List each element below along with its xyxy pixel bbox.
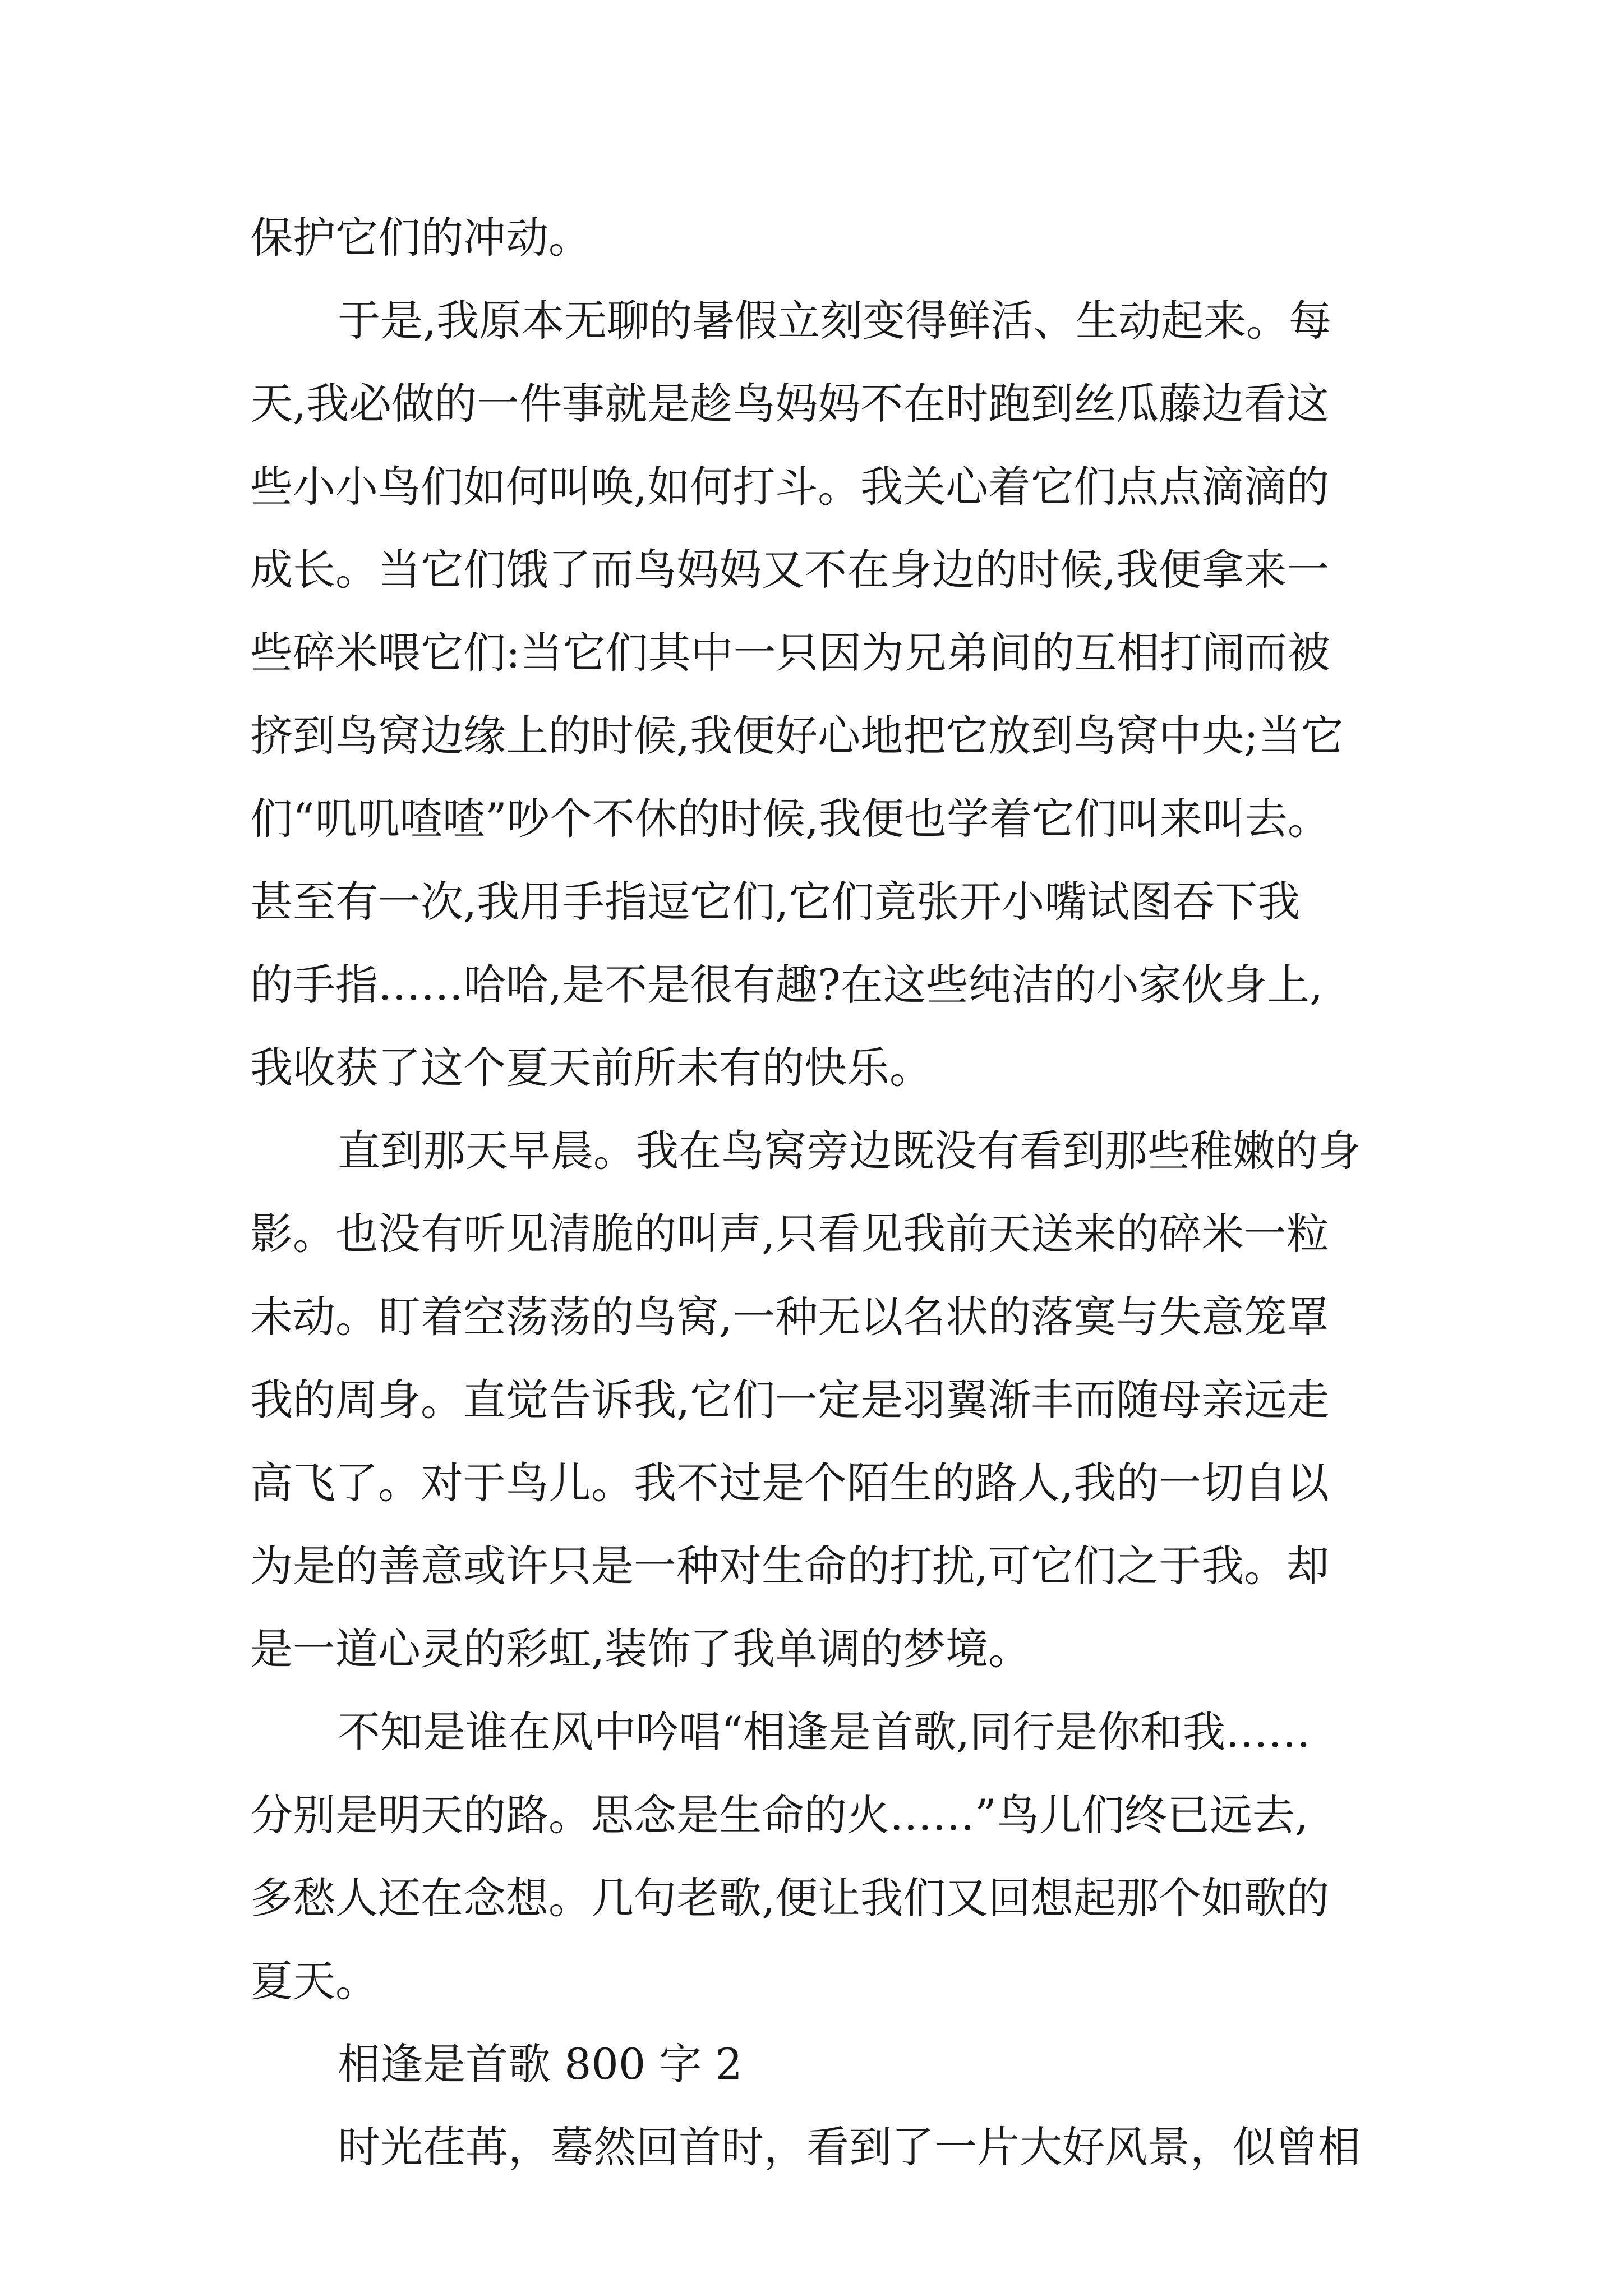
text-line: 是一道心灵的彩虹,装饰了我单调的梦境。 bbox=[250, 1624, 1031, 1674]
text-line: 我收获了这个夏天前所未有的快乐。 bbox=[250, 1043, 932, 1093]
text-line: 的手指……哈哈,是不是很有趣?在这些纯洁的小家伙身上, bbox=[250, 960, 1324, 1010]
paragraph-start-line: 于是,我原本无聊的暑假立刻变得鲜活、生动起来。每 bbox=[338, 296, 1332, 346]
text-line: 保护它们的冲动。 bbox=[250, 213, 591, 263]
paragraph-start-line: 直到那天早晨。我在鸟窝旁边既没有看到那些稚嫩的身 bbox=[338, 1126, 1361, 1176]
text-line: 分别是明天的路。思念是生命的火……”鸟儿们终已远去, bbox=[250, 1790, 1309, 1840]
text-line: 甚至有一次,我用手指逗它们,它们竟张开小嘴试图吞下我 bbox=[250, 877, 1301, 927]
text-line: 挤到鸟窝边缘上的时候,我便好心地把它放到鸟窝中央;当它 bbox=[250, 711, 1344, 761]
text-line: 些小小鸟们如何叫唤,如何打斗。我关心着它们点点滴滴的 bbox=[250, 462, 1330, 512]
paragraph-start-line: 时光荏苒，蓦然回首时，看到了一片大好风景，似曾相 bbox=[338, 2122, 1361, 2172]
section-heading: 相逢是首歌 800 字 2 bbox=[338, 2039, 743, 2089]
text-line: 天,我必做的一件事就是趁鸟妈妈不在时跑到丝瓜藤边看这 bbox=[250, 379, 1330, 429]
text-line: 影。也没有听见清脆的叫声,只看见我前天送来的碎米一粒 bbox=[250, 1209, 1330, 1259]
text-line: 高飞了。对于鸟儿。我不过是个陌生的路人,我的一切自以 bbox=[250, 1458, 1330, 1508]
text-line: 些碎米喂它们:当它们其中一只因为兄弟间的互相打闹而被 bbox=[250, 628, 1330, 678]
text-line: 为是的善意或许只是一种对生命的打扰,可它们之于我。却 bbox=[250, 1541, 1330, 1591]
text-line: 夏天。 bbox=[250, 1956, 378, 2006]
text-line: 多愁人还在念想。几句老歌,便让我们又回想起那个如歌的 bbox=[250, 1873, 1330, 1923]
text-line: 我的周身。直觉告诉我,它们一定是羽翼渐丰而随母亲远走 bbox=[250, 1375, 1330, 1425]
text-line: 未动。盯着空荡荡的鸟窝,一种无以名状的落寞与失意笼罩 bbox=[250, 1292, 1330, 1342]
text-line: 成长。当它们饿了而鸟妈妈又不在身边的时候,我便拿来一 bbox=[250, 545, 1330, 595]
paragraph-start-line: 不知是谁在风中吟唱“相逢是首歌,同行是你和我…… bbox=[338, 1707, 1311, 1757]
text-line: 们“叽叽喳喳”吵个不休的时候,我便也学着它们叫来叫去。 bbox=[250, 794, 1330, 844]
